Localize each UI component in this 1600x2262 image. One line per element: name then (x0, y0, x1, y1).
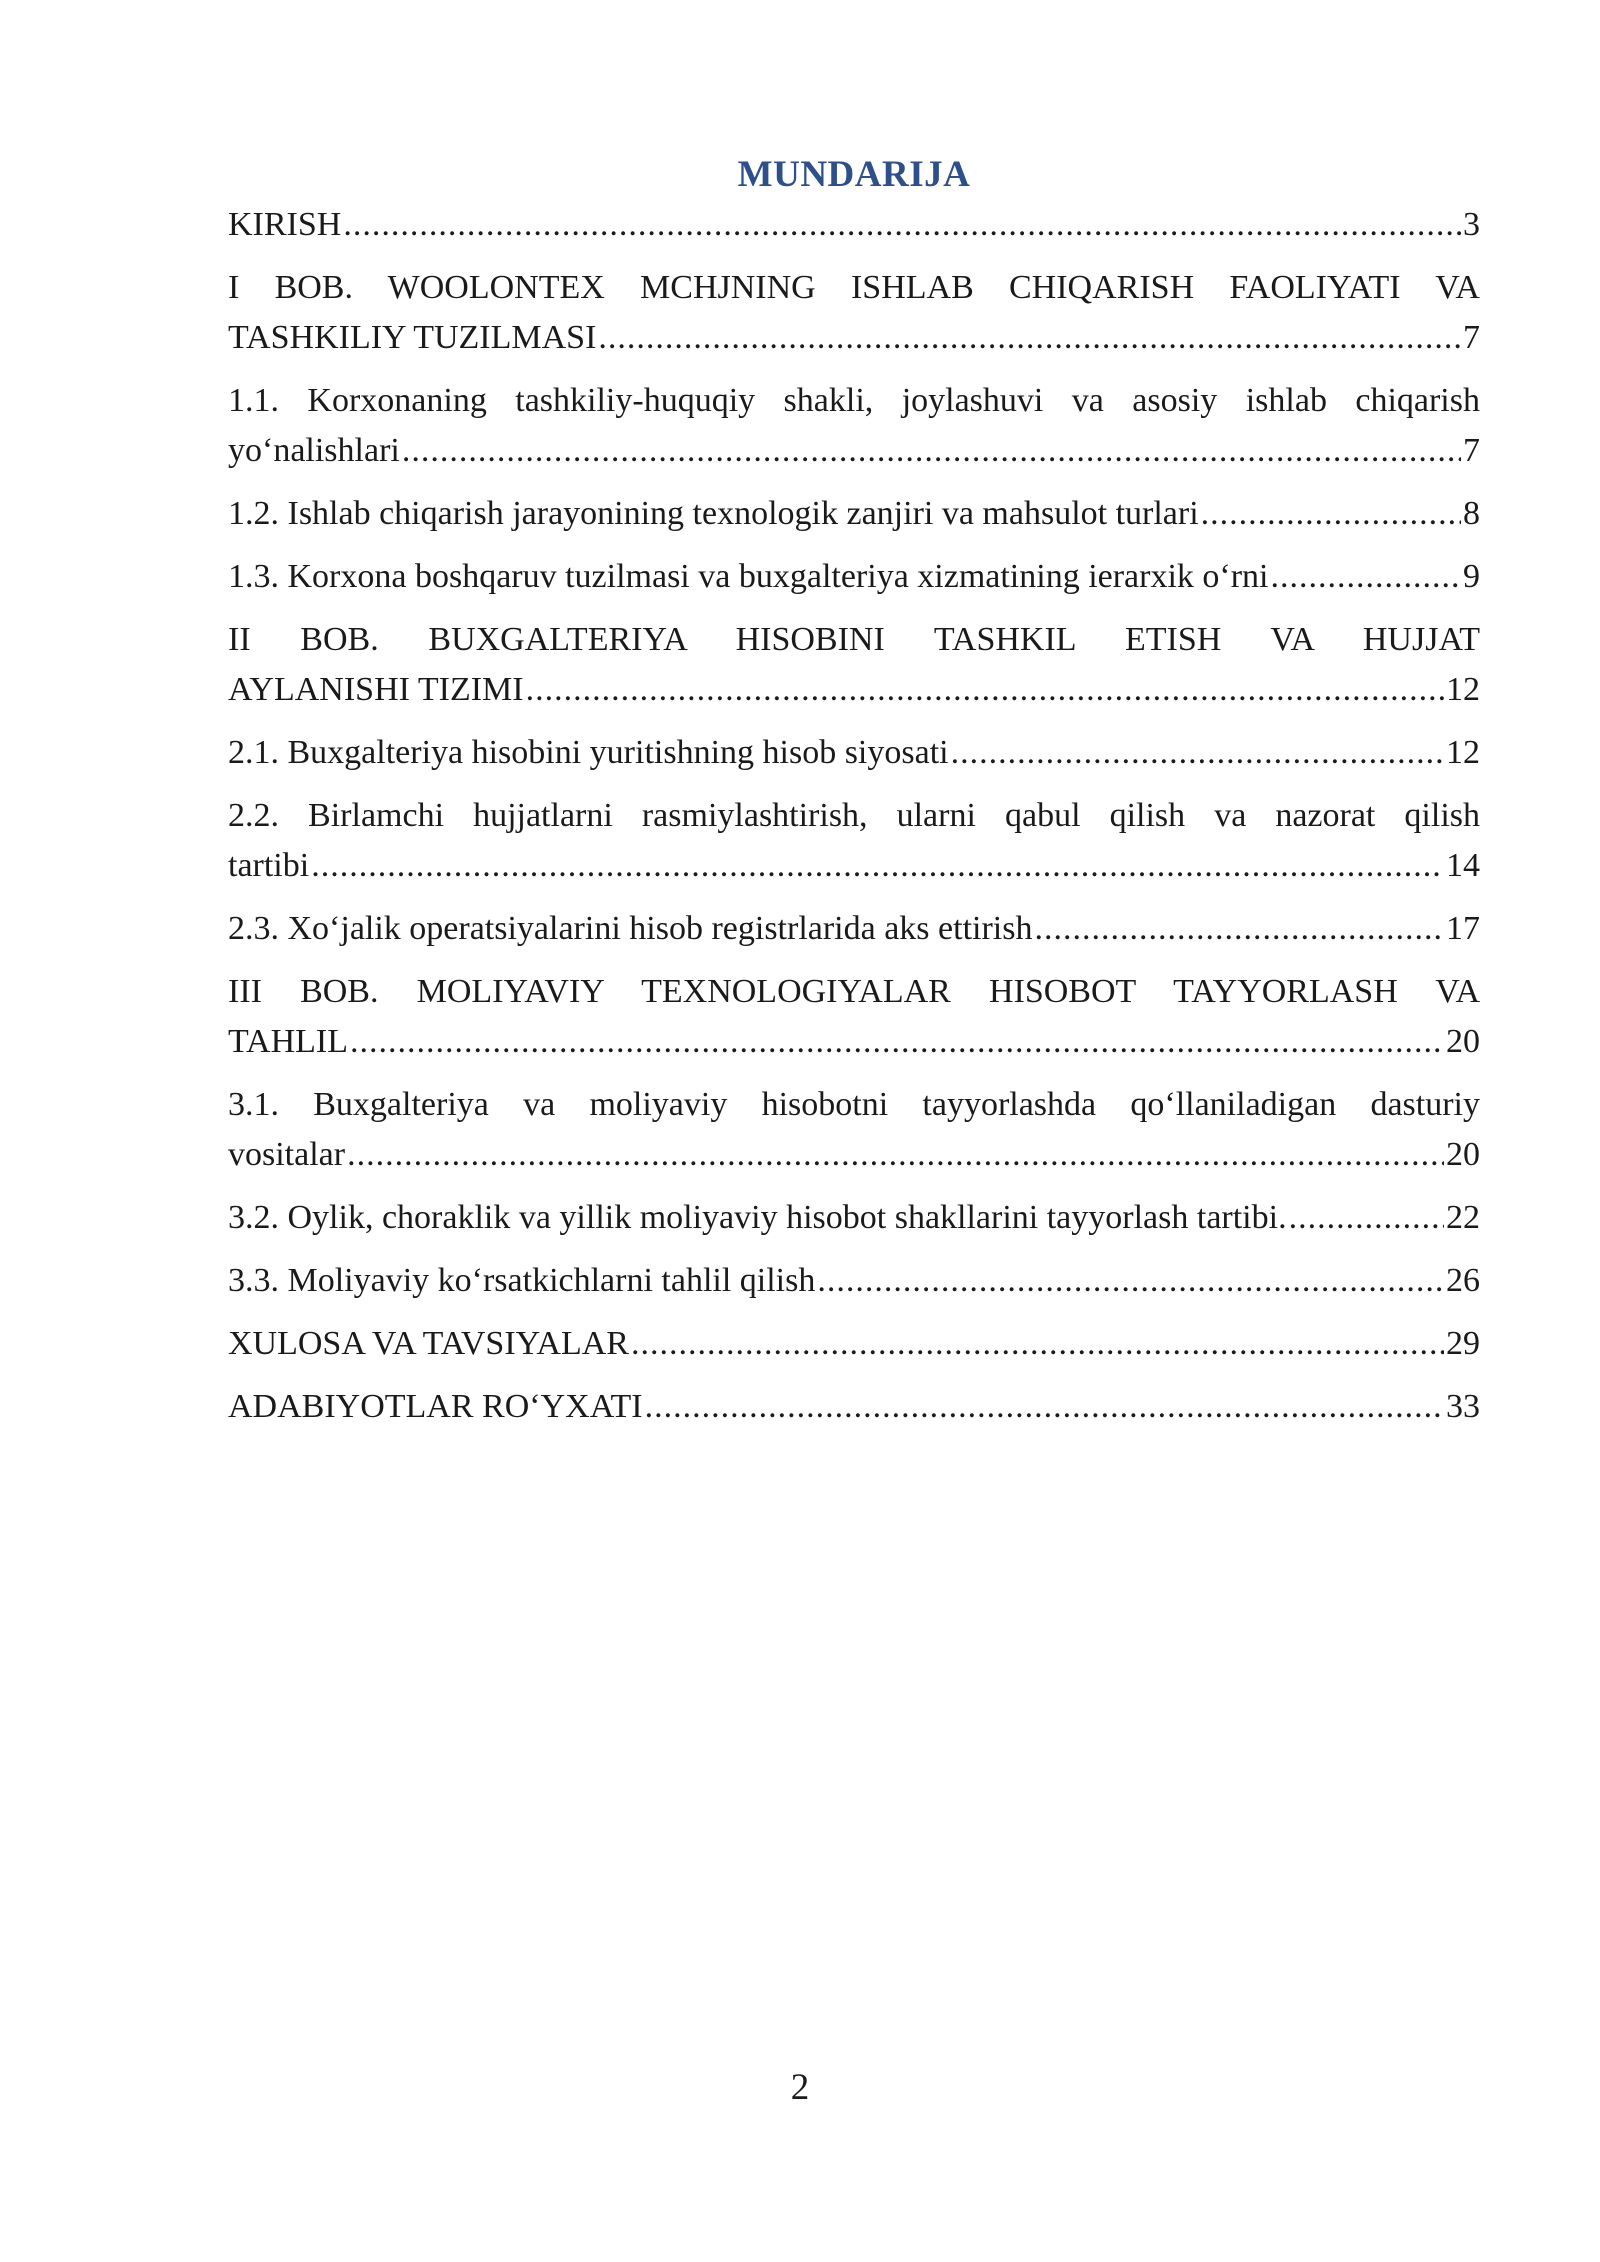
toc-entry-page: 26 (1446, 1262, 1480, 1299)
dot-leader (1201, 489, 1461, 539)
toc-entry-title: XULOSA VA TAVSIYALAR (228, 1325, 629, 1362)
toc-entry-title-line-1: I BOB. WOOLONTEX MCHJNING ISHLAB CHIQARISH FAOLIYATI VA (228, 269, 1480, 306)
table-of-contents (228, 200, 1480, 1432)
toc-entry-title: 2.1. Buxgalteriya hisobini yuritishning hisob siyosati (228, 734, 949, 771)
page-number: 2 (790, 2067, 810, 2108)
toc-entry-line (228, 1319, 1480, 1369)
toc-entry-page: 33 (1446, 1388, 1480, 1425)
toc-entry-page: 8 (1463, 495, 1480, 532)
toc-entry-title-line-1: II BOB. BUXGALTERIYA HISOBINI TASHKIL ETISH VA HUJJAT (228, 621, 1480, 658)
dot-leader (598, 313, 1461, 363)
toc-entry-title-line-1: III BOB. MOLIYAVIY TEXNOLOGIYALAR HISOBOT TAYYORLASH VA (228, 973, 1480, 1010)
toc-entry-section-1-1[interactable] (228, 376, 1480, 476)
toc-entry-line (228, 904, 1480, 954)
toc-entry-title: 3.2. Oylik, choraklik va yillik moliyaviy hisobot shakllarini tayyorlash tartibi. (228, 1199, 1287, 1236)
dot-leader (1271, 552, 1461, 602)
toc-entry-title: KIRISH (228, 206, 342, 243)
toc-entry-section-3-3[interactable] (228, 1256, 1480, 1306)
toc-entry-title: 1.2. Ishlab chiqarish jarayonining texnologik zanjiri va mahsulot turlari (228, 495, 1199, 532)
toc-entry-title-line-2: TAHLIL (228, 1023, 349, 1060)
toc-entry-title-line-2: vositalar (228, 1136, 346, 1173)
toc-entry-page: 7 (1463, 319, 1480, 356)
dot-leader (631, 1319, 1444, 1369)
toc-entry-adabiyotlar[interactable] (228, 1382, 1480, 1432)
toc-entry-page: 3 (1463, 206, 1480, 243)
toc-entry-chapter-2[interactable] (228, 615, 1480, 715)
toc-entry-line (228, 1382, 1480, 1432)
page-title: MUNDARIJA (737, 154, 971, 195)
toc-entry-page: 20 (1446, 1023, 1480, 1060)
dot-leader (311, 841, 1444, 891)
toc-entry-line (228, 313, 1480, 363)
toc-entry-page: 9 (1463, 558, 1480, 595)
dot-leader (350, 1017, 1444, 1067)
dot-leader (1289, 1193, 1444, 1243)
toc-entry-section-3-2[interactable] (228, 1193, 1480, 1243)
toc-entry-page: 20 (1446, 1136, 1480, 1173)
toc-entry-line (228, 552, 1480, 602)
toc-entry-section-1-2[interactable] (228, 489, 1480, 539)
toc-entry-section-3-1[interactable] (228, 1080, 1480, 1180)
dot-leader (347, 1130, 1444, 1180)
dot-leader (1034, 904, 1444, 954)
toc-entry-title-line-1: 3.1. Buxgalteriya va moliyaviy hisobotni tayyorlashda qo‘llaniladigan dasturiy (228, 1086, 1480, 1123)
toc-entry-section-2-1[interactable] (228, 728, 1480, 778)
toc-entry-line (228, 841, 1480, 891)
document-page (228, 150, 1480, 1445)
toc-entry-kirish[interactable] (228, 200, 1480, 250)
toc-entry-page: 29 (1446, 1325, 1480, 1362)
toc-entry-page: 17 (1446, 910, 1480, 947)
toc-entry-title-line-2: yo‘nalishlari (228, 432, 400, 469)
toc-entry-title-line-2: AYLANISHI TIZIMI (228, 671, 524, 708)
toc-entry-line (228, 1193, 1480, 1243)
toc-entry-title: ADABIYOTLAR RO‘YXATI (228, 1388, 643, 1425)
dot-leader (645, 1382, 1444, 1432)
toc-entry-title-line-2: TASHKILIY TUZILMASI (228, 319, 597, 356)
dot-leader (402, 426, 1461, 476)
toc-entry-section-2-3[interactable] (228, 904, 1480, 954)
toc-entry-chapter-1[interactable] (228, 263, 1480, 363)
toc-entry-page: 22 (1446, 1199, 1480, 1236)
toc-entry-line (228, 1017, 1480, 1067)
toc-entry-line (228, 200, 1480, 250)
toc-entry-title: 1.3. Korxona boshqaruv tuzilmasi va buxgalteriya xizmatining ierarxik o‘rni (228, 558, 1269, 595)
toc-entry-page: 12 (1446, 734, 1480, 771)
toc-entry-line (228, 489, 1480, 539)
toc-entry-line (228, 1130, 1480, 1180)
toc-entry-chapter-3[interactable] (228, 967, 1480, 1067)
toc-entry-line (228, 728, 1480, 778)
toc-entry-page: 12 (1446, 671, 1480, 708)
toc-entry-title-line-1: 1.1. Korxonaning tashkiliy-huquqiy shakli, joylashuvi va asosiy ishlab chiqarish (228, 382, 1480, 419)
dot-leader (526, 665, 1444, 715)
dot-leader (817, 1256, 1444, 1306)
toc-entry-title: 2.3. Xo‘jalik operatsiyalarini hisob registrlarida aks ettirish (228, 910, 1033, 947)
toc-entry-line (228, 665, 1480, 715)
dot-leader (951, 728, 1444, 778)
toc-entry-line (228, 1256, 1480, 1306)
toc-entry-section-1-3[interactable] (228, 552, 1480, 602)
toc-entry-title-line-2: tartibi (228, 847, 310, 884)
dot-leader (343, 200, 1461, 250)
toc-entry-title-line-1: 2.2. Birlamchi hujjatlarni rasmiylashtirish, ularni qabul qilish va nazorat qilish (228, 797, 1480, 834)
toc-entry-line (228, 426, 1480, 476)
toc-entry-section-2-2[interactable] (228, 791, 1480, 891)
toc-entry-title: 3.3. Moliyaviy ko‘rsatkichlarni tahlil qilish (228, 1262, 816, 1299)
toc-entry-page: 14 (1446, 847, 1480, 884)
toc-entry-page: 7 (1463, 432, 1480, 469)
toc-entry-xulosa[interactable] (228, 1319, 1480, 1369)
